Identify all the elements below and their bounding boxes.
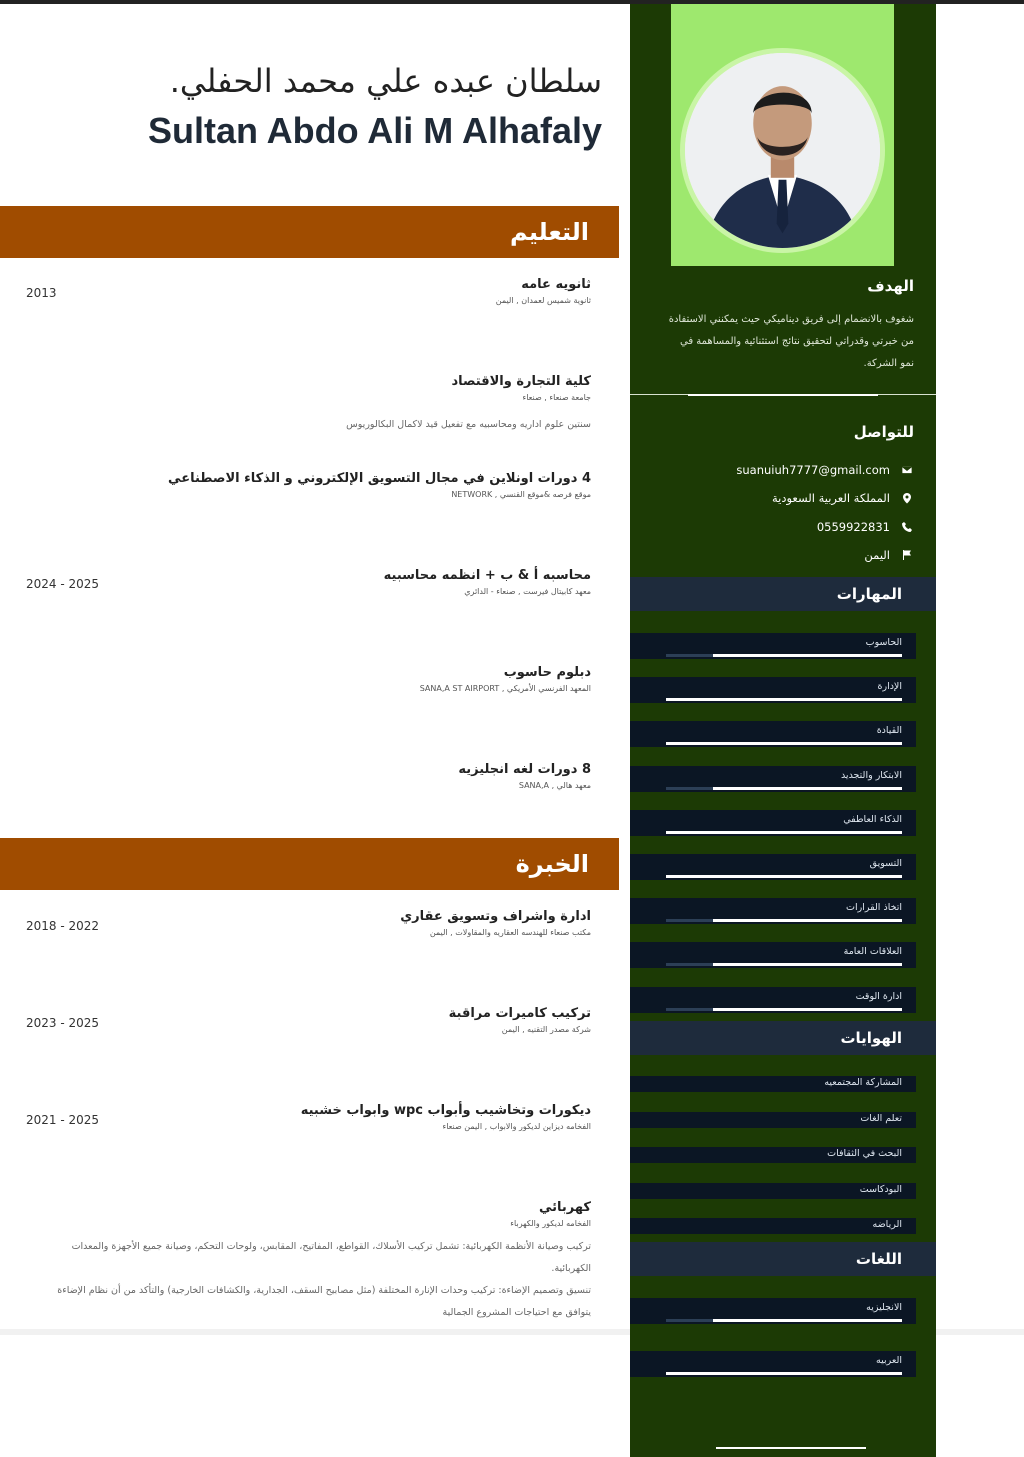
skill-bar	[666, 742, 902, 745]
entry-title: ديكورات وتخاشيب وأبواب wpc وابواب خشبيه	[300, 1103, 591, 1118]
person-portrait-icon	[685, 53, 880, 248]
skill-bar	[666, 831, 902, 834]
sidebar	[630, 4, 936, 1457]
skill-row	[630, 987, 916, 1013]
profile-photo	[680, 48, 885, 253]
experience-header: الخبرة	[0, 838, 619, 890]
hobby-item	[630, 1183, 916, 1199]
entry-title: ثانويه عامه	[521, 277, 591, 292]
email-icon	[900, 463, 914, 477]
phone-icon	[900, 520, 914, 534]
entry-title: تركيب كاميرات مراقبة	[448, 1006, 591, 1021]
contact-country	[864, 545, 914, 565]
skill-label: الابتكار والتجديد	[840, 769, 902, 781]
hobby-item	[630, 1147, 916, 1163]
contact-text: 0559922831	[816, 520, 890, 534]
skill-bar-fill	[666, 831, 902, 834]
contact-email[interactable]	[736, 460, 914, 480]
contact-title: للتواصل	[853, 423, 914, 441]
skill-bar	[666, 875, 902, 878]
skill-row	[630, 854, 916, 880]
entry-subtitle: معهد هالي , SANA,A	[518, 781, 591, 790]
entry-subtitle: ثانوية شميس لعمدان , اليمن	[495, 296, 591, 305]
languages-header: اللغات	[630, 1242, 936, 1276]
skill-row	[630, 677, 916, 703]
language-bar	[666, 1372, 902, 1375]
hobby-item	[630, 1076, 916, 1092]
skill-label: العلاقات العامة	[843, 946, 902, 958]
goal-title: الهدف	[867, 277, 914, 295]
skill-label: الحاسوب	[865, 637, 902, 648]
contact-phone[interactable]	[817, 517, 914, 537]
entry-title: 8 دورات لغه انجليزيه	[458, 762, 591, 777]
hobby-label: الرياضه	[872, 1219, 902, 1230]
skills-header: المهارات	[630, 577, 936, 611]
skill-bar-fill	[713, 1008, 902, 1011]
hobby-label: البودكاست	[859, 1183, 902, 1195]
location-icon	[900, 491, 914, 505]
hobby-label: المشاركة المجتمعيه	[824, 1077, 902, 1088]
skill-bar-fill	[666, 742, 902, 745]
entry-title: محاسبه أ & ب + انظمه محاسبيه	[383, 568, 591, 583]
skill-bar-fill	[713, 654, 902, 657]
entry-description: سنتين علوم اداريه ومحاسبيه مع تفعيل قيد لاكمال البكالوريوس	[346, 419, 591, 430]
skill-row	[630, 766, 916, 792]
skill-row	[630, 898, 916, 924]
skill-label: الذكاء العاطفي	[843, 813, 902, 825]
skill-label: ادارة الوقت	[855, 990, 902, 1002]
entry-title: ادارة واشراف وتسويق عقاري	[400, 909, 591, 924]
entry-subtitle: شركة مصدر التقنيه , اليمن	[501, 1025, 591, 1034]
experience-entry	[31, 1200, 591, 1324]
entry-title: 4 دورات اونلاين في مجال التسويق الإلكتروني و الذكاء الاصطناعي	[168, 471, 591, 486]
experience-entry	[31, 1006, 591, 1034]
skill-bar-fill	[713, 919, 902, 922]
experience-entry	[31, 1103, 591, 1131]
skill-bar	[666, 963, 902, 966]
entry-date: 2023 - 2025	[26, 1016, 100, 1030]
skill-label: القيادة	[876, 725, 902, 737]
contact-text: اليمن	[864, 548, 890, 562]
education-entry	[31, 471, 591, 499]
education-entry	[31, 277, 591, 305]
photo-panel	[671, 4, 894, 266]
entry-subtitle: الفخامه ديزاين لديكور والابواب , اليمن صنعاء	[442, 1122, 591, 1131]
language-bar-fill	[666, 1372, 902, 1375]
entry-title: كهربائي	[538, 1200, 591, 1215]
entry-title: كلية التجارة والاقتصاد	[451, 374, 591, 389]
contact-text: المملكة العربية السعودية	[772, 491, 890, 505]
hobbies-header: الهوايات	[630, 1021, 936, 1055]
skill-bar-fill	[713, 787, 902, 790]
skill-row	[630, 721, 916, 747]
hobby-item	[630, 1112, 916, 1128]
skill-row	[630, 633, 916, 659]
education-header: التعليم	[0, 206, 619, 258]
entry-subtitle: معهد كابيتال فيرست , صنعاء - الدائري	[464, 587, 591, 596]
skill-label: اتخاذ القرارات	[846, 902, 902, 914]
education-entry	[31, 665, 591, 693]
hobby-item	[630, 1218, 916, 1234]
language-bar-fill	[713, 1319, 902, 1322]
name-arabic: سلطان عبده علي محمد الحفلي.	[169, 62, 602, 100]
entry-subtitle: الفخامه لديكور والكهرباء	[510, 1219, 591, 1228]
skill-bar-fill	[713, 963, 902, 966]
entry-subtitle: المعهد الفرنسي الأمريكي , SANA,A ST AIRPORT	[419, 684, 591, 693]
skill-bar	[666, 698, 902, 701]
entry-date: 2021 - 2025	[26, 1113, 100, 1127]
name-english: Sultan Abdo Ali M Alhafaly	[147, 110, 602, 151]
entry-date: 2024 - 2025	[26, 577, 100, 591]
skill-bar	[666, 654, 902, 657]
experience-entry	[31, 909, 591, 937]
goal-text: شغوف بالانضمام إلى فريق ديناميكي حيث يمكنني الاستفادة من خبرتي وقدراتي لتحقيق نتائج استثنائية والمساهمة في نمو الشركة.	[668, 314, 914, 369]
skill-bar	[666, 919, 902, 922]
education-entry	[31, 568, 591, 596]
skill-bar	[666, 787, 902, 790]
language-row	[630, 1298, 916, 1324]
entry-date: 2018 - 2022	[26, 919, 100, 933]
entry-subtitle: موقع فرصه &موقع القنسي , NETWORK	[451, 490, 591, 499]
entry-subtitle: جامعة صنعاء , صنعاء	[522, 393, 591, 402]
language-bar	[666, 1319, 902, 1322]
skill-bar-fill	[666, 875, 902, 878]
skill-bar	[666, 1008, 902, 1011]
education-entry	[31, 762, 591, 790]
skill-label: الإدارة	[877, 681, 902, 693]
entry-subtitle: مكتب صنعاء للهندسه العقاريه والمقاولات , اليمن	[429, 928, 591, 937]
language-label: العربيه	[876, 1355, 902, 1366]
language-row	[630, 1351, 916, 1377]
entry-title: دبلوم حاسوب	[503, 665, 591, 680]
contact-text: suanuiuh7777@gmail.com	[736, 463, 890, 477]
skill-row	[630, 942, 916, 968]
contact-location	[772, 488, 914, 508]
skill-label: التسويق	[869, 858, 902, 869]
skill-row	[630, 810, 916, 836]
hobby-label: البحث في الثقافات	[827, 1148, 902, 1159]
hobby-label: تعلم الغات	[860, 1112, 902, 1124]
entry-description: تركيب وصيانة الأنظمة الكهربائية: تشمل تركيب الأسلاك، القواطع، المفاتيح، المقابس، ولوحات التحكم، وصيانة جميع الأجهزة والمعدات الكهربائية. تنسيق وتصميم الإضاءة: تركيب وحدات الإنارة المختلفة (مثل مصابيح السقف، الجدارية، والكشافات الخارجية) والتأكد من أن نظام الإضاءة يتوافق مع احتياجات المشروع الجمالية	[57, 1241, 591, 1318]
flag-icon	[900, 548, 914, 562]
divider	[716, 1447, 866, 1449]
skill-bar-fill	[666, 698, 902, 701]
education-entry	[31, 374, 591, 436]
entry-date: 2013	[26, 286, 57, 300]
divider	[688, 394, 878, 396]
language-label: الانجليزيه	[866, 1302, 902, 1313]
